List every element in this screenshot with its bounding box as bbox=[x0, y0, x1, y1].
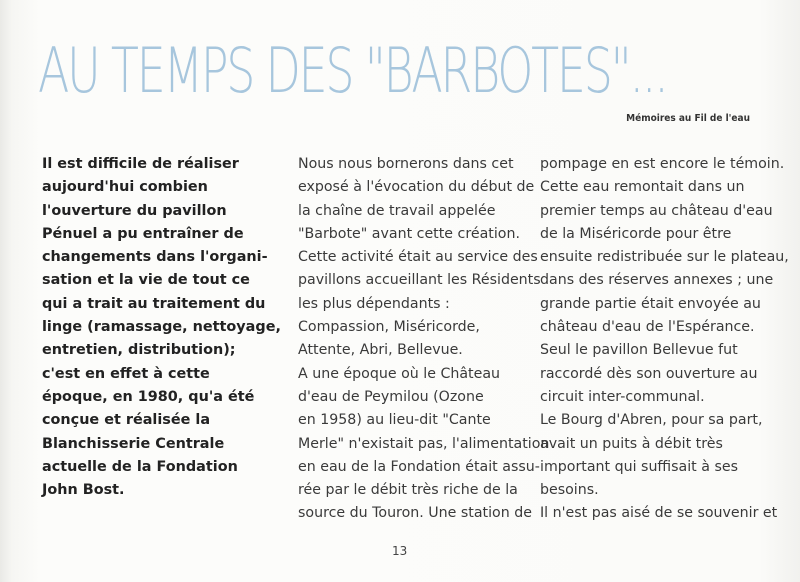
text-line: c'est en effet à cette bbox=[42, 365, 210, 382]
text-line: circuit inter-communal. bbox=[540, 388, 705, 405]
text-line: Attente, Abri, Bellevue. bbox=[298, 342, 463, 359]
text-line: raccordé dès son ouverture au bbox=[540, 365, 758, 382]
text-line: ensuite redistribuée sur le plateau, bbox=[540, 249, 789, 266]
text-line: A une époque où le Château bbox=[298, 365, 501, 382]
text-line: en eau de la Fondation était assu- bbox=[298, 458, 540, 475]
text-line: changements dans l'organi- bbox=[42, 249, 268, 266]
text-line: Cette activité était au service des bbox=[298, 249, 538, 266]
text-line: Le Bourg d'Abren, pour sa part, bbox=[540, 412, 763, 429]
text-line: dans des réserves annexes ; une bbox=[540, 272, 774, 289]
text-line: Il n'est pas aisé de se souvenir et bbox=[540, 505, 778, 522]
text-line: Merle" n'existait pas, l'alimentation bbox=[298, 435, 550, 452]
text-line: pompage en est encore le témoin. bbox=[540, 156, 785, 172]
text-line: actuelle de la Fondation bbox=[42, 458, 238, 475]
text-line: château d'eau de l'Espérance. bbox=[540, 319, 755, 336]
text-line: conçue et réalisée la bbox=[42, 412, 211, 429]
text-line: Pénuel a pu entraîner de bbox=[42, 225, 244, 242]
text-line: sation et la vie de tout ce bbox=[42, 272, 250, 289]
text-line: rée par le débit très riche de la bbox=[298, 482, 518, 499]
text-column-1 bbox=[42, 153, 281, 502]
text-line: Il est difficile de réaliser bbox=[42, 156, 239, 172]
text-line: qui a trait au traitement du bbox=[42, 295, 266, 312]
page-title: AU TEMPS DES "BARBOTES"... bbox=[38, 34, 667, 107]
text-line: l'ouverture du pavillon bbox=[42, 202, 227, 219]
text-line: de la Miséricorde pour être bbox=[540, 225, 732, 242]
text-line: avait un puits à débit très bbox=[540, 435, 723, 452]
text-line: les plus dépendants : bbox=[298, 295, 450, 312]
text-line: Nous nous bornerons dans cet bbox=[298, 156, 514, 172]
text-line: "Barbote" avant cette création. bbox=[298, 225, 520, 242]
text-line: Blanchisserie Centrale bbox=[42, 435, 225, 452]
text-line: premier temps au château d'eau bbox=[540, 202, 773, 219]
text-line: source du Touron. Une station de bbox=[298, 505, 532, 522]
text-line: linge (ramassage, nettoyage, bbox=[42, 319, 281, 336]
text-line: en 1958) au lieu-dit "Cante bbox=[298, 412, 491, 429]
text-line: John Bost. bbox=[42, 482, 125, 499]
text-line: aujourd'hui combien bbox=[42, 179, 208, 196]
text-line: d'eau de Peymilou (Ozone bbox=[298, 388, 484, 405]
text-line: la chaîne de travail appelée bbox=[298, 202, 496, 219]
text-line: exposé à l'évocation du début de bbox=[298, 179, 535, 196]
text-line: Seul le pavillon Bellevue fut bbox=[540, 342, 738, 359]
text-line: besoins. bbox=[540, 482, 599, 499]
text-line: important qui suffisait à ses bbox=[540, 458, 738, 475]
text-column-3 bbox=[540, 153, 789, 526]
text-line: grande partie était envoyée au bbox=[540, 295, 761, 312]
page-subtitle: Mémoires au Fil de l'eau bbox=[626, 113, 750, 124]
text-line: entretien, distribution); bbox=[42, 342, 236, 359]
text-line: époque, en 1980, qu'a été bbox=[42, 388, 255, 405]
text-line: Compassion, Miséricorde, bbox=[298, 319, 480, 336]
text-line: Cette eau remontait dans un bbox=[540, 179, 745, 196]
page-number: 13 bbox=[392, 544, 408, 558]
text-column-2 bbox=[298, 153, 549, 526]
text-line: pavillons accueillant les Résidents bbox=[298, 272, 541, 289]
